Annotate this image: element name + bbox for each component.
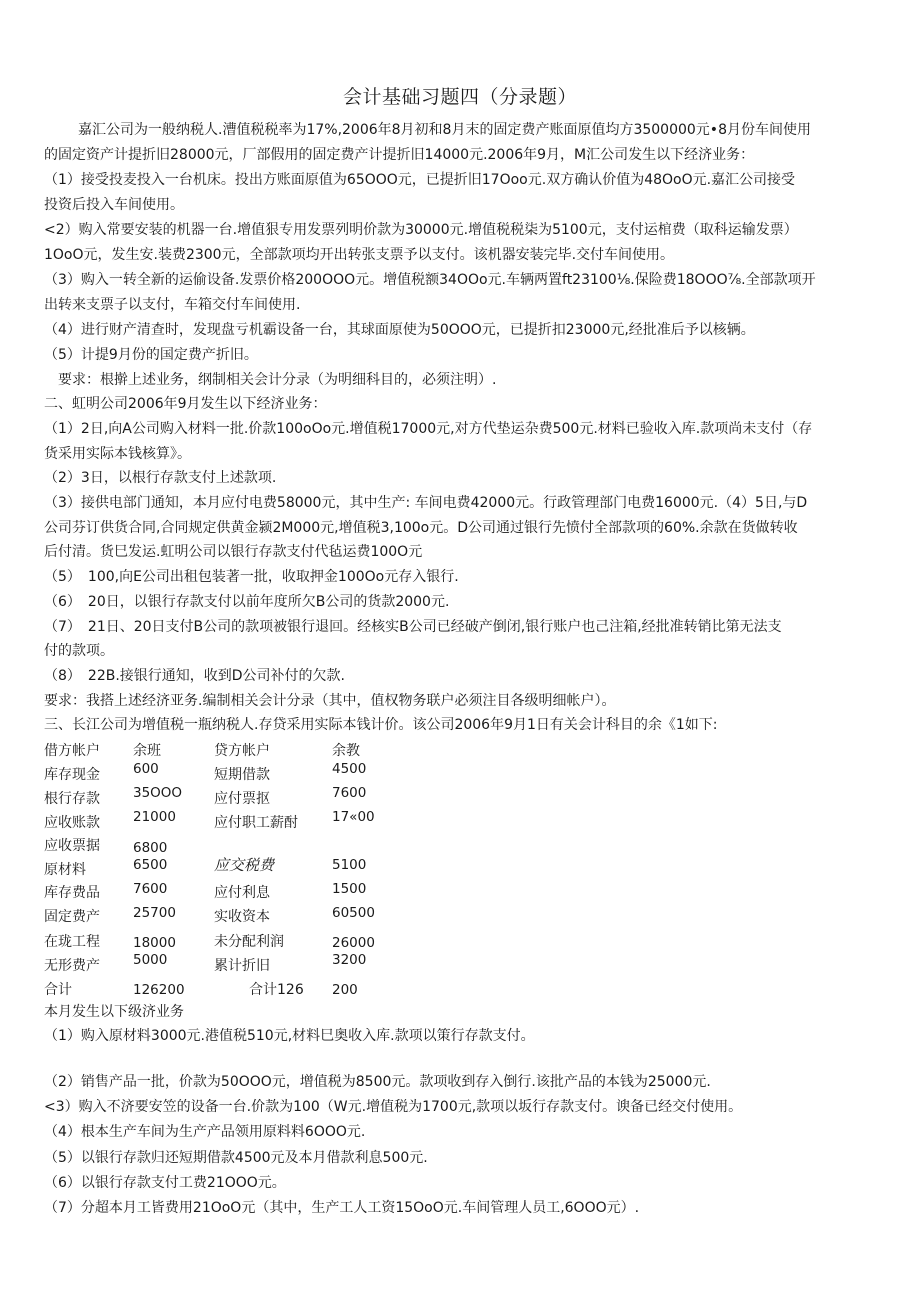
table-cell-debit-account: 库存费品	[44, 885, 100, 901]
table-cell-credit-account: 应交税费	[214, 856, 275, 874]
table-header-credit-balance: 余教	[332, 743, 360, 759]
table-cell-debit-account: 根行存款	[44, 791, 100, 807]
table-cell-debit-balance: 7600	[133, 881, 168, 897]
table-cell-credit-balance: 17«00	[332, 809, 375, 825]
table-cell-credit-account: 累计折旧	[214, 958, 270, 974]
table-cell-debit-balance: 6500	[133, 857, 168, 873]
paragraph-line: （4）根本生产车间为生产产品领用原料料6OOO元.	[44, 1124, 366, 1140]
table-cell-credit-balance: 3200	[332, 952, 367, 968]
table-cell-debit-balance: 35OOO	[133, 785, 183, 801]
table-total-debit: 126200	[133, 982, 185, 998]
section-heading: 二、虹明公司2006年9月发生以下经济业务：	[44, 396, 327, 412]
table-cell-credit-account: 应付利息	[214, 885, 270, 901]
table-cell-credit-account: 应付职工薪酎	[214, 815, 298, 831]
paragraph-line: 出转来支票子以支付，车箱交付车间使用.	[44, 297, 301, 313]
paragraph-line: （5） 100,向E公司出租包装著一批，收取押金100Oo元存入银行.	[44, 569, 459, 585]
paragraph-line: （5）以银行存款归还短期借款4500元及本月借款利息500元.	[44, 1150, 428, 1166]
table-cell-credit-balance: 1500	[332, 881, 367, 897]
table-cell-debit-account: 应收票据	[44, 838, 100, 854]
table-cell-debit-account: 固定费产	[44, 909, 100, 925]
table-header-credit-account: 贷方帐户	[214, 743, 270, 759]
paragraph-line: （8） 22B.接银行通知，收到D公司补付的欠款.	[44, 668, 346, 684]
paragraph-line: 的固定资产计提折旧28000元，厂部假用的固定费产计提折旧14000元.2006年9月，M汇公司发生以下经济业务：	[44, 147, 755, 163]
paragraph-line: 要求：我搭上述经济亚务.编制相关会计分录（其中，值权物务联户必须注目各级明细帐户）。	[44, 693, 616, 709]
paragraph-line: （1）接受投麦投入一台机床。投出方账面原值为65OOO元，已提折旧17Ooo元.双方确认价值为48OoO元.嘉汇公司接受	[44, 172, 796, 188]
page-title: 会计基础习题四（分录题）	[342, 86, 577, 108]
table-cell-debit-account: 原材料	[44, 862, 86, 878]
paragraph-line: （6） 20日，以银行存款支付以前年度所欠B公司的货款2000元.	[44, 594, 450, 610]
table-cell-debit-balance: 5000	[133, 952, 168, 968]
paragraph-line: （7） 21日、20日支付B公司的款项被银行退回。经核实B公司已经破产倒闭,银行账户也己注箱,经批准转销比第无法支	[44, 619, 782, 635]
table-total-label: 合计	[44, 982, 72, 998]
paragraph-line: （2）销售产品一批，价款为50OOO元，增值税为8500元。款项收到存入倒行.该批产品的本钱为25000元.	[44, 1074, 711, 1090]
table-cell-credit-account: 未分配利润	[214, 934, 284, 950]
paragraph-line: （6）以银行存款支付工费21OOO元。	[44, 1175, 286, 1191]
paragraph-line: 后付清。货巳发运.虹明公司以银行存款支付代毡运费100O元	[44, 544, 423, 560]
paragraph-line: 嘉汇公司为一般纳税人.漕值税税率为17%,2006年8月初和8月末的固定费产账面原值均方3500000元•8月份车间使用	[78, 122, 811, 138]
table-cell-credit-balance: 60500	[332, 905, 375, 921]
table-cell-debit-balance: 21000	[133, 809, 176, 825]
paragraph-line: 本月发生以下级济业务	[44, 1004, 184, 1020]
paragraph-line: 货采用实际本钱核算》。	[44, 446, 191, 462]
paragraph-line: 付的款项。	[44, 643, 114, 659]
table-cell-credit-account: 应付票抠	[214, 791, 270, 807]
table-cell-debit-balance: 600	[133, 761, 159, 777]
table-cell-credit-balance: 4500	[332, 761, 367, 777]
paragraph-line: （5）计提9月份的国定费产折旧。	[44, 347, 258, 363]
table-header-debit-balance: 余班	[133, 743, 161, 759]
table-cell-debit-account: 无形费产	[44, 958, 100, 974]
table-cell-credit-balance: 7600	[332, 785, 367, 801]
table-cell-credit-account: 实收资本	[214, 909, 270, 925]
table-cell-debit-account: 在珑工程	[44, 934, 100, 950]
table-cell-debit-account: 库存现金	[44, 767, 100, 783]
table-cell-debit-balance: 18000	[133, 935, 176, 951]
table-cell-debit-account: 应收账款	[44, 815, 100, 831]
paragraph-line: 1OoO元，发生安.装费2300元，全部款项均开出转张支票予以支付。该机器安装完毕.交付车间使用。	[44, 247, 675, 263]
table-cell-debit-balance: 25700	[133, 905, 176, 921]
paragraph-line: （1）购入原材料3000元.港值税510元,材料巳奥收入库.款项以策行存款支付。	[44, 1028, 535, 1044]
paragraph-line: （7）分超本月工皆费用21OoO元（其中，生产工人工资15OoO元.车间管理人员工,6OOO元）.	[44, 1200, 640, 1216]
table-total-credit-label: 合计126	[249, 982, 304, 998]
paragraph-line: （1）2日,向A公司购入材料一批.价款100oOo元.增值税17000元,对方代垫运杂费500元.材料已验收入库.款项尚未支付（存	[44, 421, 813, 437]
table-cell-debit-balance: 6800	[133, 840, 168, 856]
paragraph-line: 公司芬订供货合同,合同规定供黄金颍2M000元,增值税3,100o元。D公司通过银行先愤付全部款项的60%.余款在货做转收	[44, 520, 798, 536]
table-cell-credit-balance: 5100	[332, 857, 367, 873]
paragraph-line: （4）进行财产清查时，发现盘亏机霸设备一台，其球面原使为50OOO元，已提折扣23000元,经批准后予以核辆。	[44, 322, 755, 338]
table-header-debit-account: 借方帐户	[44, 743, 100, 759]
paragraph-line: 投资后投入车间使用。	[44, 197, 184, 213]
paragraph-line: <2）购入常要安装的机器一台.增值狠专用发票列明价款为30000元.增值税税柒为5100元，支付运棺费（取科运输发票）	[44, 222, 798, 238]
table-total-credit: 200	[332, 982, 358, 998]
table-cell-credit-account: 短期借款	[214, 767, 270, 783]
paragraph-line: <3）购入不济要安笠的设备一台.价款为100（W元.增值税为1700元,款项以坂行存款支付。谀备已经交付使用。	[44, 1099, 743, 1115]
paragraph-line: （2）3日，以根行存款支付上述款项.	[44, 470, 277, 486]
paragraph-line: （3）接供电部门通知，本月应付电费58000元，其中生产: 车间电费42000元。行政管理部门电费16000元.（4）5日,与D	[44, 495, 808, 511]
paragraph-line: （3）购入一转全新的运偷设备.发票价格200OOO元。增值税额34OOo元.车辆两置ft23100⅛.保险费18OOO⅞.全部款项开	[44, 272, 816, 288]
table-cell-credit-balance: 26000	[332, 935, 375, 951]
paragraph-line: 要求：根擀上述业务，纲制相关会计分录（为明细科目的，必须注明）.	[44, 372, 497, 388]
section-heading: 三、长江公司为增值税一瓶纳税人.存贷采用实际本钱计价。该公司2006年9月1日有关会计科目的余《1如下:	[44, 717, 718, 733]
